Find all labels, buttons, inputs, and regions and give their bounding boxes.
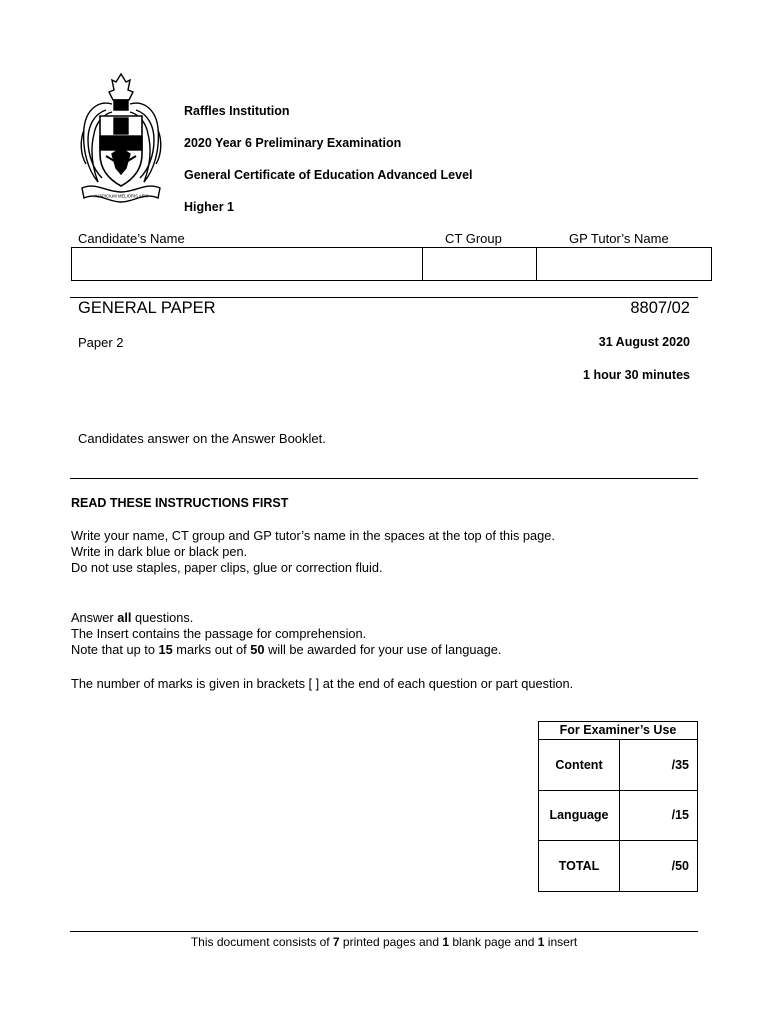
- svg-text:AUSPICIUM MELIORIS AEVI: AUSPICIUM MELIORIS AEVI: [93, 193, 149, 199]
- candidate-details-box: [71, 247, 712, 281]
- exam-duration: 1 hour 30 minutes: [583, 368, 690, 382]
- instructions-block-1: [71, 528, 555, 576]
- divider-top: [70, 297, 698, 298]
- examiner-use-table: [538, 721, 698, 892]
- row-label: TOTAL: [539, 841, 620, 891]
- gp-tutor-field[interactable]: [537, 248, 711, 280]
- row-value: /50: [671, 858, 689, 873]
- row-label: Language: [539, 791, 620, 841]
- instruction-line: Answer all questions.: [71, 610, 194, 625]
- school-crest-logo: [76, 70, 166, 212]
- level-title: Higher 1: [184, 200, 235, 214]
- exam-date: 31 August 2020: [598, 335, 690, 349]
- instruction-line: Do not use staples, paper clips, glue or correction fluid.: [71, 560, 383, 575]
- divider-middle: [70, 478, 698, 479]
- ct-group-label: CT Group: [445, 231, 502, 246]
- row-label: Content: [539, 740, 620, 790]
- instruction-line: The Insert contains the passage for comprehension.: [71, 626, 367, 641]
- ct-group-field[interactable]: [423, 248, 537, 280]
- instructions-block-2: [71, 610, 501, 658]
- certificate-title: General Certificate of Education Advanced Level: [184, 168, 473, 182]
- subject-title: GENERAL PAPER: [78, 299, 216, 317]
- exam-title: 2020 Year 6 Preliminary Examination: [184, 136, 402, 150]
- instruction-line: Note that up to 15 marks out of 50 will be awarded for your use of language.: [71, 642, 502, 657]
- gp-tutor-label: GP Tutor’s Name: [569, 231, 669, 246]
- answer-booklet-note: Candidates answer on the Answer Booklet.: [78, 431, 326, 446]
- divider-footer: [70, 931, 698, 932]
- row-value: /35: [671, 757, 689, 772]
- instructions-heading: READ THESE INSTRUCTIONS FIRST: [71, 496, 289, 510]
- paper-number: Paper 2: [78, 335, 124, 350]
- institution-name: Raffles Institution: [184, 104, 290, 118]
- examiner-table-title: For Examiner’s Use: [539, 722, 697, 740]
- instruction-line: Write your name, CT group and GP tutor’s name in the spaces at the top of this page.: [71, 528, 555, 543]
- row-value: /15: [671, 808, 689, 823]
- marks-brackets-note: The number of marks is given in brackets [ ] at the end of each question or part question.: [71, 676, 574, 691]
- paper-code: 8807/02: [630, 299, 690, 317]
- page-count-footer: This document consists of 7 printed pages and 1 blank page and 1 insert: [190, 935, 578, 949]
- table-row: [539, 791, 697, 842]
- table-row: [539, 841, 697, 891]
- candidate-name-label: Candidate’s Name: [78, 231, 185, 246]
- instruction-line: Write in dark blue or black pen.: [71, 544, 248, 559]
- table-row: [539, 740, 697, 791]
- candidate-name-field[interactable]: [72, 248, 423, 280]
